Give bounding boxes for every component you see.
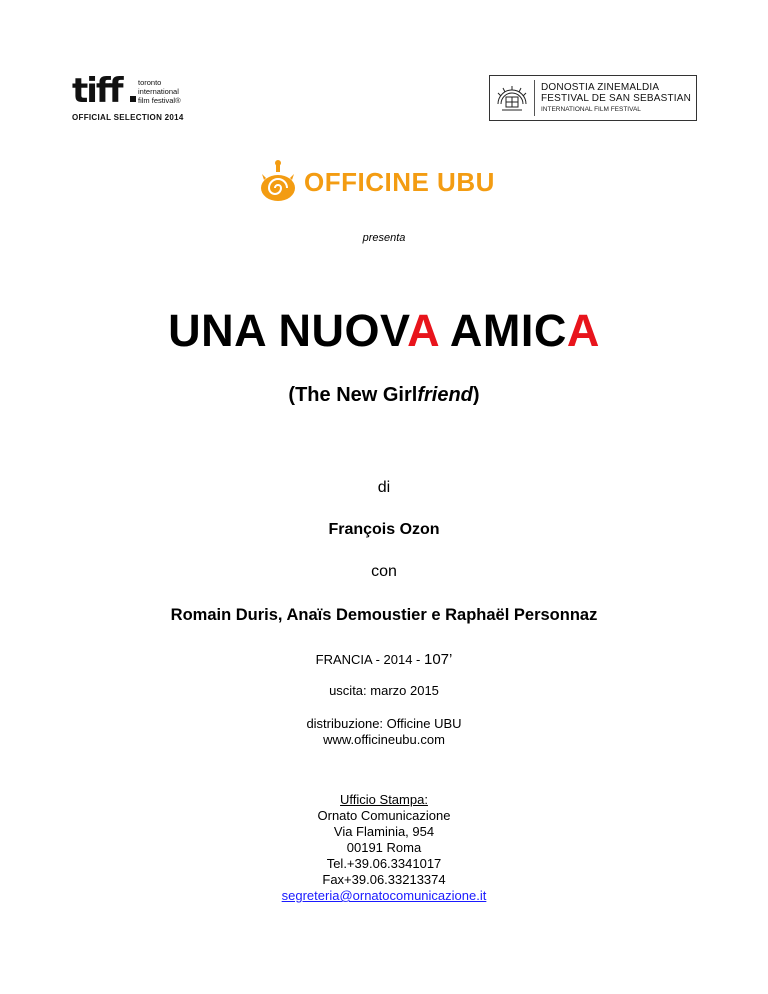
film-meta: FRANCIA - 2014 - 107’: [315, 651, 453, 668]
press-office-city: 00191 Roma: [346, 840, 422, 855]
tiff-festival-name: toronto international film festival®: [138, 78, 181, 105]
press-office-heading: Ufficio Stampa:: [340, 792, 428, 807]
ubu-snail-icon: [256, 160, 300, 204]
by-label: di: [377, 479, 391, 496]
san-sebastian-logo: [489, 75, 697, 121]
press-office-fax: Fax+39.06.33213374: [322, 872, 446, 887]
press-office-street: Via Flaminia, 954: [333, 824, 435, 839]
tiff-logo: [72, 72, 182, 124]
donostia-line1: DONOSTIA ZINEMALDIA: [541, 82, 660, 93]
ubu-logo-name: OFFICINE UBU: [304, 167, 495, 197]
cast-list: Romain Duris, Anaïs Demoustier e Raphaël Personnaz: [170, 606, 598, 624]
san-sebastian-seal-icon: [492, 80, 532, 116]
film-title: UNA NUOVA AMICA: [168, 305, 600, 356]
distribution-info: [0, 716, 768, 748]
press-office-company: Ornato Comunicazione: [317, 808, 451, 823]
donostia-line2: FESTIVAL DE SAN SEBASTIAN: [541, 93, 692, 104]
tiff-dot-icon: [130, 96, 136, 102]
officine-ubu-logo: [254, 158, 520, 208]
distribution-line: distribuzione: Officine UBU: [306, 716, 462, 731]
donostia-line3: INTERNATIONAL FILM FESTIVAL: [541, 106, 641, 113]
film-subtitle: (The New Girlfriend): [288, 384, 480, 406]
press-office: [0, 792, 768, 904]
with-label: con: [371, 563, 397, 580]
distribution-website-link[interactable]: www.officineubu.com: [323, 732, 445, 747]
release-date: uscita: marzo 2015: [329, 683, 439, 698]
logo-divider: [534, 80, 535, 116]
tiff-wordmark: tiff: [72, 71, 122, 111]
press-office-email-link[interactable]: segreteria@ornatocomunicazione.it: [281, 888, 487, 903]
presents-label: presenta: [362, 232, 406, 244]
director-name: François Ozon: [328, 521, 440, 538]
press-office-tel: Tel.+39.06.3341017: [326, 856, 442, 871]
tiff-official-selection: OFFICIAL SELECTION 2014: [72, 113, 184, 122]
